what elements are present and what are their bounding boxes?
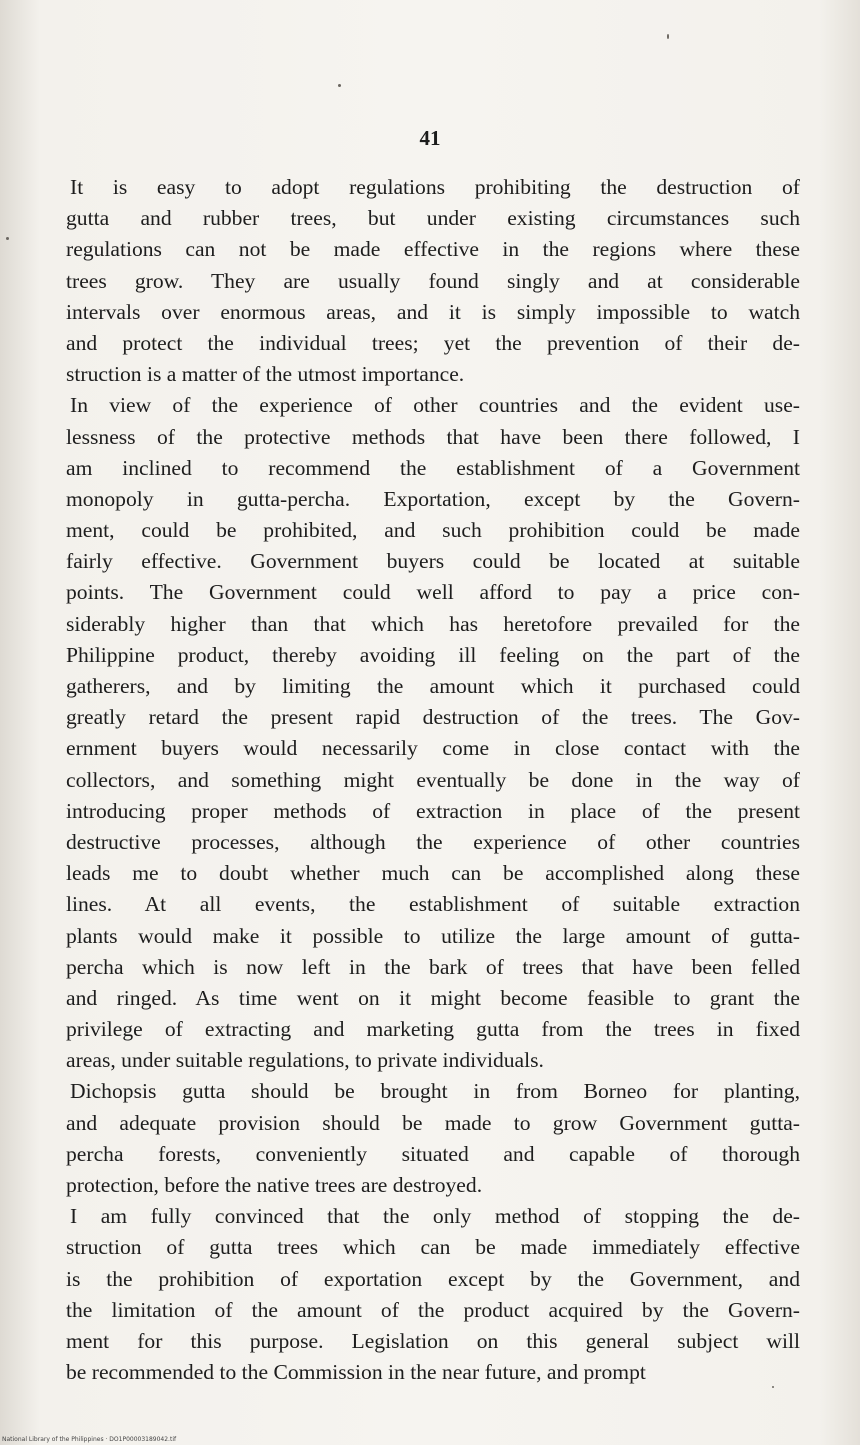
text-line: introducing proper methods of extraction in place of the present xyxy=(66,798,800,823)
text-line: is the prohibition of exportation except by the Government, and xyxy=(66,1266,800,1291)
text-line: In view of the experience of other countries and the evident use- xyxy=(70,393,800,418)
text-line: regulations can not be made effective in the regions where these xyxy=(66,237,800,262)
text-line: points. The Government could well afford to pay a price con- xyxy=(66,580,800,605)
text-line: Philippine product, thereby avoiding ill feeling on the part of the xyxy=(66,642,800,667)
text-line: ment for this purpose. Legislation on this general subject will xyxy=(66,1328,800,1353)
text-line: leads me to doubt whether much can be accomplished along these xyxy=(66,861,800,886)
text-line: trees grow. They are usually found singly and at considerable xyxy=(66,268,800,293)
text-line: privilege of extracting and marketing gutta from the trees in fixed xyxy=(66,1017,800,1042)
text-line: greatly retard the present rapid destruction of the trees. The Gov- xyxy=(66,705,800,730)
text-line: ernment buyers would necessarily come in close contact with the xyxy=(66,736,800,761)
text-line: gatherers, and by limiting the amount which it purchased could xyxy=(66,674,800,698)
text-line: gutta and rubber trees, but under existing circumstances such xyxy=(66,206,800,231)
text-line: Dichopsis gutta should be brought in from Borneo for planting, xyxy=(70,1079,800,1104)
text-line: and ringed. As time went on it might become feasible to grant the xyxy=(66,985,800,1010)
paragraph xyxy=(66,390,800,1076)
text-line: lessness of the protective methods that have been there followed, I xyxy=(66,424,800,449)
text-line: collectors, and something might eventually be done in the way of xyxy=(66,767,800,792)
paragraph xyxy=(66,1076,800,1201)
paragraph xyxy=(66,172,800,390)
text-line: monopoly in gutta-percha. Exportation, except by the Govern- xyxy=(66,486,800,511)
text-line: I am fully convinced that the only method of stopping the de- xyxy=(70,1204,800,1229)
text-line: percha forests, conveniently situated and capable of thorough xyxy=(66,1141,800,1166)
text-line: siderably higher than that which has heretofore prevailed for the xyxy=(66,611,800,636)
text-line: and protect the individual trees; yet the prevention of their de- xyxy=(66,330,800,355)
text-line: It is easy to adopt regulations prohibiting the destruction of xyxy=(70,175,800,199)
text-line: struction is a matter of the utmost importance. xyxy=(66,362,465,387)
page-number: 41 xyxy=(419,126,441,150)
text-line: intervals over enormous areas, and it is simply impossible to watch xyxy=(66,299,800,324)
text-line: destructive processes, although the experience of other countries xyxy=(66,829,800,854)
text-line: areas, under suitable regulations, to private individuals. xyxy=(66,1048,544,1073)
text-line: protection, before the native trees are destroyed. xyxy=(66,1173,483,1197)
text-line: fairly effective. Government buyers could be located at suitable xyxy=(66,549,800,574)
text-line: ment, could be prohibited, and such prohibition could be made xyxy=(66,518,800,543)
text-line: and adequate provision should be made to grow Government gutta- xyxy=(66,1110,800,1135)
text-line: am inclined to recommend the establishment of a Government xyxy=(66,455,800,480)
text-line: be recommended to the Commission in the near future, and prompt xyxy=(66,1360,646,1385)
scan-speck xyxy=(6,237,9,240)
text-line: struction of gutta trees which can be made immediately effective xyxy=(66,1235,800,1260)
archive-footer-stamp: National Library of the Philippines · DO1P00003189042.tif xyxy=(2,1436,177,1443)
text-line: percha which is now left in the bark of trees that have been felled xyxy=(66,954,800,979)
scan-speck xyxy=(338,84,341,87)
scan-speck xyxy=(667,34,669,39)
text-line: plants would make it possible to utilize the large amount of gutta- xyxy=(66,923,800,948)
text-line: the limitation of the amount of the product acquired by the Govern- xyxy=(66,1297,800,1322)
body-text xyxy=(66,172,800,1388)
text-line: lines. At all events, the establishment of suitable extraction xyxy=(66,892,800,917)
paragraph xyxy=(66,1201,800,1388)
